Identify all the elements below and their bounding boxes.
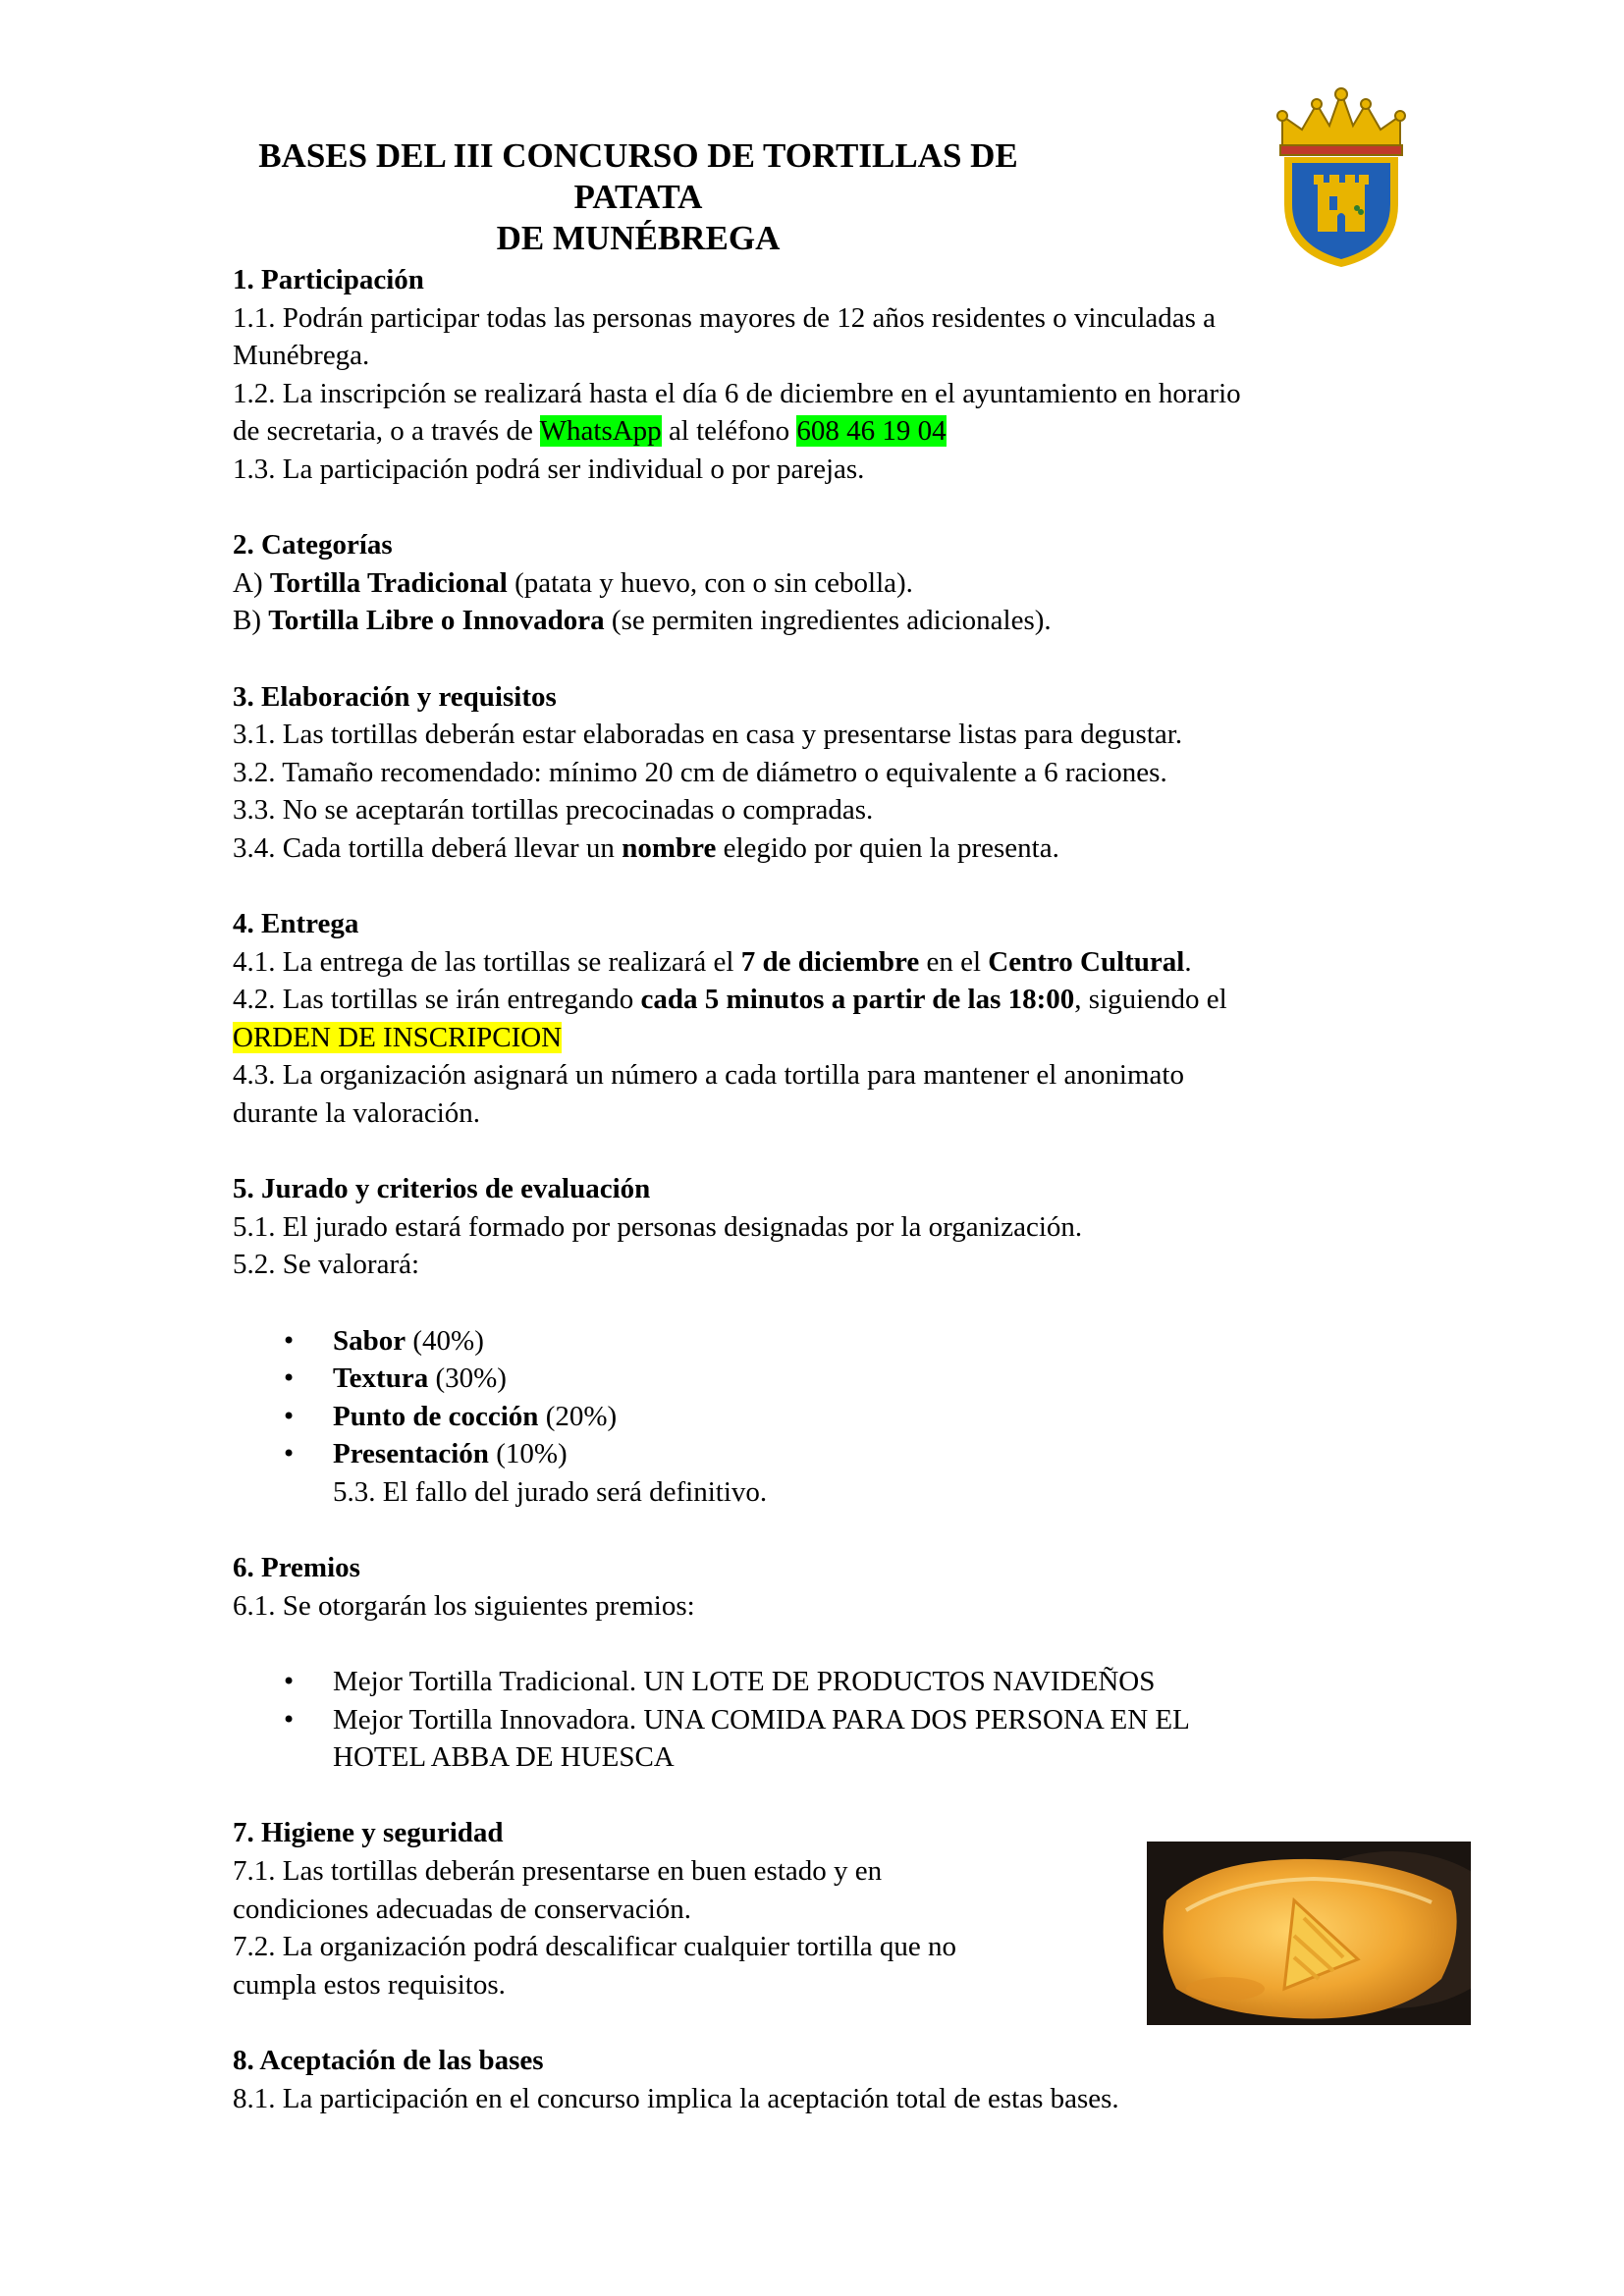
paragraph — [233, 829, 1411, 868]
coat-of-arms-icon — [1272, 86, 1410, 269]
prizes-list — [233, 1663, 1411, 1777]
criterion-weight: (30%) — [428, 1362, 507, 1395]
potato-omelette-photo — [1147, 1842, 1471, 2025]
whatsapp-highlight: WhatsApp — [539, 415, 662, 448]
paragraph-text: en el — [919, 945, 989, 978]
spacer — [233, 868, 1411, 906]
section-heading: 1. Participación — [233, 264, 424, 295]
paragraph: 6.1. Se otorgarán los siguientes premios: — [233, 1589, 695, 1622]
spacer — [233, 489, 1411, 527]
document-title — [206, 135, 1070, 259]
paragraph-text: 3.4. Cada tortilla deberá llevar un — [233, 831, 623, 864]
paragraph: 4.3. La organización asignará un número a cada tortilla para mantener el anonimato — [233, 1059, 1184, 1092]
registration-order-highlight: ORDEN DE INSCRIPCION — [233, 1021, 563, 1053]
paragraph-text: (se permiten ingredientes adicionales). — [604, 605, 1052, 637]
section-heading: 4. Entrega — [233, 908, 359, 940]
paragraph — [233, 943, 1411, 982]
paragraph: 3.2. Tamaño recomendado: mínimo 20 cm de diámetro o equivalente a 6 raciones. — [233, 756, 1167, 788]
paragraph: 5.3. El fallo del jurado será definitivo. — [333, 1476, 768, 1508]
spacer — [233, 640, 1411, 678]
paragraph: durante la valoración. — [233, 1097, 481, 1130]
paragraph: 3.3. No se aceptarán tortillas precocinadas o compradas. — [233, 794, 874, 827]
list-item — [233, 1360, 1411, 1398]
paragraph: 7.2. La organización podrá descalificar cualquier tortilla que no — [233, 1931, 957, 1963]
list-item — [233, 1322, 1411, 1361]
delivery-date: 7 de diciembre — [740, 945, 920, 978]
paragraph-text: . — [1184, 945, 1192, 978]
bold-text: cada 5 minutos a partir de las 18:00 — [640, 984, 1075, 1016]
paragraph-text: A) — [233, 566, 270, 599]
section-heading: 8. Aceptación de las bases — [233, 2044, 544, 2076]
paragraph: 1.2. La inscripción se realizará hasta el día 6 de diciembre en el ayuntamiento en horario — [233, 377, 1241, 409]
bold-text: nombre — [622, 831, 717, 864]
spacer — [233, 1284, 1411, 1322]
spacer — [233, 1512, 1411, 1550]
spacer — [233, 1777, 1411, 1815]
category-name: Tortilla Libre o Innovadora — [268, 605, 605, 637]
paragraph: 1.3. La participación podrá ser individual o por parejas. — [233, 453, 865, 485]
paragraph: 5.2. Se valorará: — [233, 1249, 420, 1281]
paragraph-text: elegido por quien la presenta. — [716, 831, 1059, 864]
paragraph: Munébrega. — [233, 340, 370, 372]
paragraph: 7.1. Las tortillas deberán presentarse en buen estado y en — [233, 1854, 883, 1887]
delivery-place: Centro Cultural — [988, 945, 1185, 978]
criterion-weight: (20%) — [538, 1400, 618, 1432]
criterion-weight: (40%) — [406, 1324, 484, 1357]
paragraph — [233, 981, 1411, 1019]
document-body — [233, 261, 1411, 2117]
paragraph-text: (patata y huevo, con o sin cebolla). — [507, 566, 913, 599]
section-heading: 7. Higiene y seguridad — [233, 1817, 504, 1849]
prize-text: • Mejor Tortilla Innovadora. UNA COMIDA PARA DOS PERSONA EN EL — [333, 1703, 1190, 1735]
spacer — [233, 1133, 1411, 1171]
section-heading: 2. Categorías — [233, 529, 393, 561]
criterion-name: Presentación — [333, 1438, 489, 1470]
spacer — [233, 1625, 1411, 1663]
paragraph: condiciones adecuadas de conservación. — [233, 1893, 692, 1925]
paragraph-text: de secretaria, o a través de — [233, 415, 540, 448]
category-name: Tortilla Tradicional — [269, 566, 508, 599]
section-heading: 5. Jurado y criterios de evaluación — [233, 1173, 651, 1205]
category-item — [233, 564, 1411, 603]
criterion-weight: (10%) — [488, 1438, 568, 1470]
criteria-list — [233, 1322, 1411, 1473]
paragraph-text: B) — [233, 605, 269, 637]
list-item — [233, 1398, 1411, 1436]
paragraph — [233, 412, 1411, 451]
paragraph-text: 4.2. Las tortillas se irán entregando — [233, 984, 641, 1016]
paragraph — [233, 1019, 1411, 1057]
criterion-name: Textura — [333, 1362, 429, 1395]
paragraph: 8.1. La participación en el concurso implica la aceptación total de estas bases. — [233, 2082, 1119, 2114]
section-heading: 3. Elaboración y requisitos — [233, 680, 557, 713]
list-item — [233, 1701, 1411, 1777]
list-item — [233, 1435, 1411, 1473]
list-item: • Mejor Tortilla Tradicional. UN LOTE DE PRODUCTOS NAVIDEÑOS — [233, 1663, 1411, 1701]
paragraph: 5.1. El jurado estará formado por personas designadas por la organización. — [233, 1210, 1083, 1243]
category-item — [233, 602, 1411, 640]
paragraph: 1.1. Podrán participar todas las personas mayores de 12 años residentes o vinculadas a — [233, 301, 1217, 334]
title-line-1: BASES DEL III CONCURSO DE TORTILLAS DE PATATA — [258, 136, 1018, 216]
paragraph: cumpla estos requisitos. — [233, 1968, 506, 2001]
criterion-name: Punto de cocción — [333, 1400, 539, 1432]
section-heading: 6. Premios — [233, 1552, 360, 1584]
prize-text: HOTEL ABBA DE HUESCA — [333, 1741, 675, 1774]
title-line-2: DE MUNÉBREGA — [496, 219, 781, 257]
paragraph-text: 4.1. La entrega de las tortillas se realizará el — [233, 945, 741, 978]
paragraph-text: al teléfono — [661, 415, 797, 448]
paragraph: 3.1. Las tortillas deberán estar elaboradas en casa y presentarse listas para degustar. — [233, 719, 1183, 751]
criterion-name: Sabor — [333, 1324, 406, 1357]
paragraph-text: , siguiendo el — [1074, 984, 1227, 1016]
phone-number-highlight: 608 46 19 04 — [796, 415, 947, 448]
